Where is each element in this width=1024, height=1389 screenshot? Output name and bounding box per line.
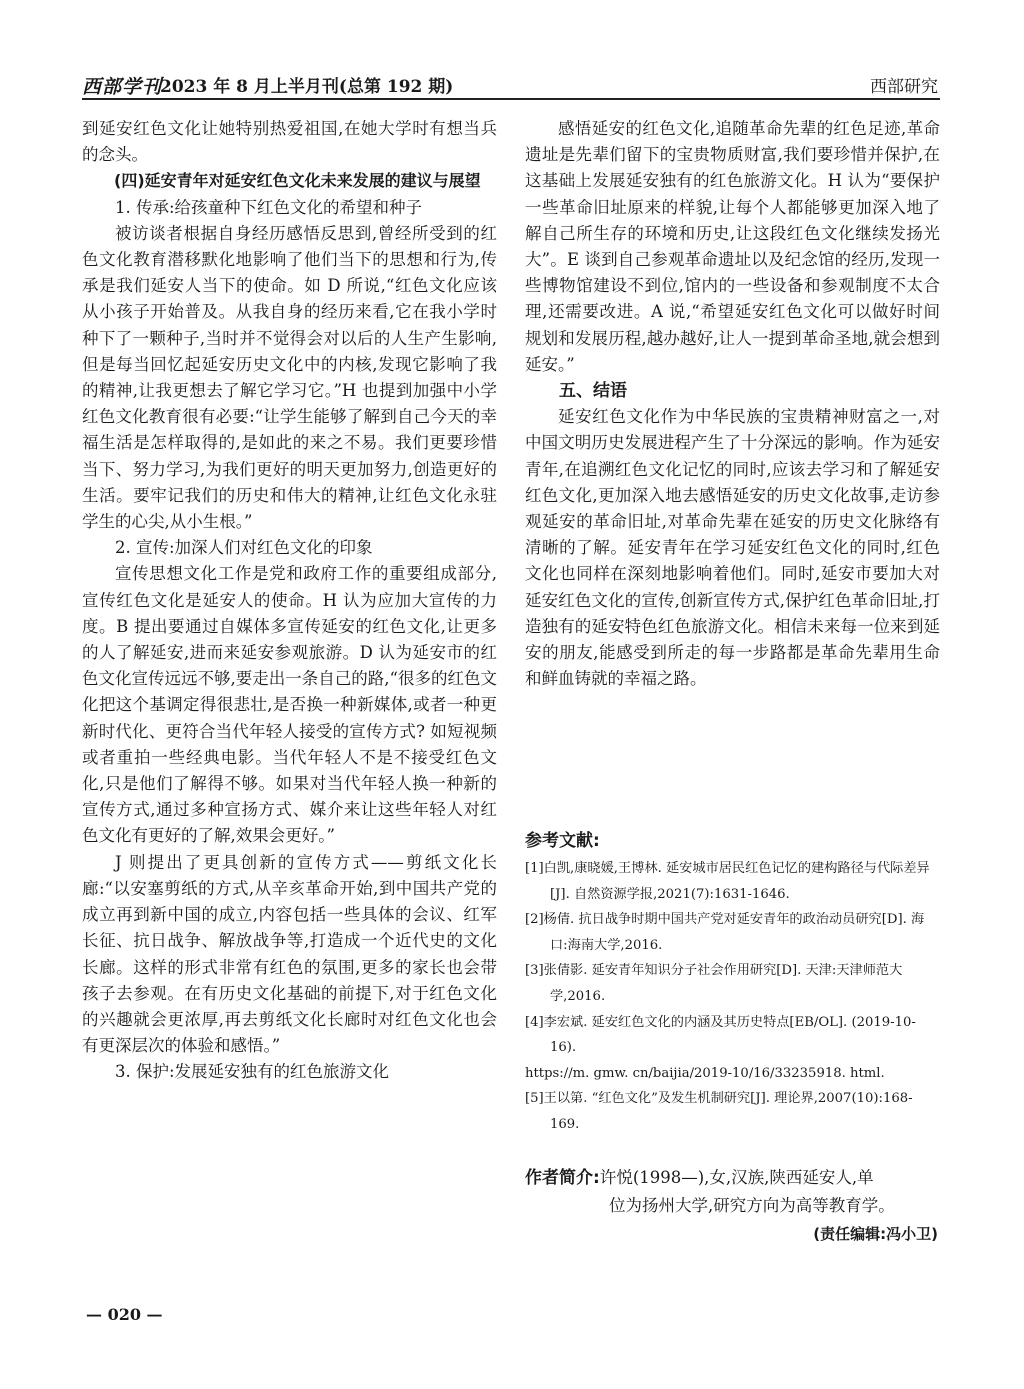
reference-item: [2]杨倩. 抗日战争时期中国共产党对延安青年的政治动员研究[D]. 海口:海南大学,2016. xyxy=(525,912,925,953)
author-line-2: 位为扬州大学,研究方向为高等教育学。 xyxy=(609,1196,895,1215)
section-name: 西部研究 xyxy=(870,77,938,97)
paragraph: 宣传思想文化工作是党和政府工作的重要组成部分,宣传红色文化是延安人的使命。H 认为应加大宣传的力度。B 提出要通过自媒体多宣传延安的红色文化,让更多的人了解延安,进而来延安参观旅游。D 认为延安市的红色文化宣传远远不够,要走出一条自己的路,“很多的红色文化把这个基调定得很悲壮,是否换一种新媒体,或者一种更新时代化、更符合当代年轻人接受的宣传方式? 如短视频或者重拍一些经典电影。当代年轻人不是不接受红色文化,只是他们了解得不够。如果对当代年轻人换一种新的宣传方式,通过多种宣扬方式、媒介来让这些年轻人对红色文化有更好的了解,效果会更好。” xyxy=(82,564,497,846)
responsible-editor: (责任编辑:冯小卫) xyxy=(813,1225,938,1243)
right-column xyxy=(525,116,940,692)
issue-info: 2023 年 8 月上半月刊(总第 192 期) xyxy=(160,77,454,97)
sub-subheading: 2. 宣传:加深人们对红色文化的印象 xyxy=(115,538,373,558)
header-rule xyxy=(82,98,940,100)
references-list xyxy=(525,856,940,1138)
reference-item: [4]李宏斌. 延安红色文化的内涵及其历史特点[EB/OL]. (2019-10-16). xyxy=(525,1014,916,1056)
paragraph: 被访谈者根据自身经历感悟反思到,曾经所受到的红色文化教育潜移默化地影响了他们当下的思想和行为,传承是我们延安人当下的使命。如 D 所说,“红色文化应该从小孩子开始普及。从我自身的经历来看,它在我小学时种下了一颗种子,当时并不觉得会对以后的人生产生影响,但是每当回忆起延安历史文化中的内核,发现它影响了我的精神,让我更想去了解它学习它。”H 也提到加强中小学红色文化教育很有必要:“让学生能够了解到自己今天的幸福生活是怎样取得的,是如此的来之不易。我们更要珍惜当下、努力学习,为我们更好的明天更加努力,创造更好的生活。要牢记我们的历史和伟大的精神,让红色文化永驻学生的心尖,从小生根。” xyxy=(82,223,497,532)
author-line-1: 许悦(1998—),女,汉族,陕西延安人,单 xyxy=(599,1168,874,1187)
subsection-heading: (四)延安青年对延安红色文化未来发展的建议与展望 xyxy=(114,171,481,191)
sub-subheading: 1. 传承:给孩童种下红色文化的希望和种子 xyxy=(115,197,423,217)
references-title: 参考文献: xyxy=(525,831,600,851)
page-header xyxy=(82,70,940,100)
reference-item: [5]王以第. “红色文化”及发生机制研究[J]. 理论界,2007(10):168-169. xyxy=(525,1091,913,1132)
paragraph: 延安红色文化作为中华民族的宝贵精神财富之一,对中国文明历史发展进程产生了十分深远的影响。作为延安青年,在追溯红色文化记忆的同时,应该去学习和了解延安红色文化,更加深入地去感悟延安的历史文化故事,走访参观延安的革命旧址,对革命先辈在延安的历史文化脉络有清晰的了解。延安青年在学习延安红色文化的同时,红色文化也同样在深刻地影响着他们。同时,延安市要加大对延安红色文化的宣传,创新宣传方式,保护红色革命旧址,打造独有的延安特色红色旅游文化。相信未来每一位来到延安的朋友,能感受到所走的每一步路都是革命先辈用生命和鲜血铸就的幸福之路。 xyxy=(525,407,940,689)
section-heading: 五、结语 xyxy=(559,381,627,402)
reference-item: [3]张倩影. 延安青年知识分子社会作用研究[D]. 天津:天津师范大学,2016. xyxy=(525,963,903,1004)
paragraph: 到延安红色文化让她特别热爱祖国,在她大学时有想当兵的念头。 xyxy=(82,119,497,165)
journal-logo: 西部学刊 xyxy=(82,76,163,98)
author-bio xyxy=(525,1164,940,1219)
sub-subheading: 3. 保护:发展延安独有的红色旅游文化 xyxy=(115,1062,390,1082)
reference-item: [1]白凯,康晓媛,王博林. 延安城市居民红色记忆的建构路径与代际差异[J]. 自然资源学报,2021(7):1631-1646. xyxy=(525,861,930,902)
reference-url: https://m. gmw. cn/baijia/2019-10/16/33235918. html. xyxy=(525,1065,885,1081)
author-label: 作者简介: xyxy=(525,1168,600,1188)
paragraph: 感悟延安的红色文化,追随革命先辈的红色足迹,革命遗址是先辈们留下的宝贵物质财富,我们要珍惜并保护,在这基础上发展延安独有的红色旅游文化。H 认为“要保护一些革命旧址原来的样貌,让每个人都能够更加深入地了解自己所生存的环境和历史,让这段红色文化继续发扬光大”。E 谈到自己参观革命遗址以及纪念馆的经历,发现一些博物馆建设不到位,馆内的一些设备和参观制度不太合理,还需要改进。A 说,“希望延安红色文化可以做好时间规划和发展历程,越办越好,让人一提到革命圣地,就会想到延安。” xyxy=(525,119,940,374)
left-column xyxy=(82,116,497,1086)
paragraph: J 则提出了更具创新的宣传方式——剪纸文化长廊:“以安塞剪纸的方式,从辛亥革命开始,到中国共产党的成立再到新中国的成立,内容包括一些具体的会议、红军长征、抗日战争、解放战争等,打造成一个近代史的文化长廊。这样的形式非常有红色的氛围,更多的家长也会带孩子去参观。在有历史文化基础的前提下,对于红色文化的兴趣就会更浓厚,再去剪纸文化长廊时对红色文化也会有更深层次的体验和感悟。” xyxy=(82,852,497,1056)
page-number: — 020 — xyxy=(86,1305,163,1324)
